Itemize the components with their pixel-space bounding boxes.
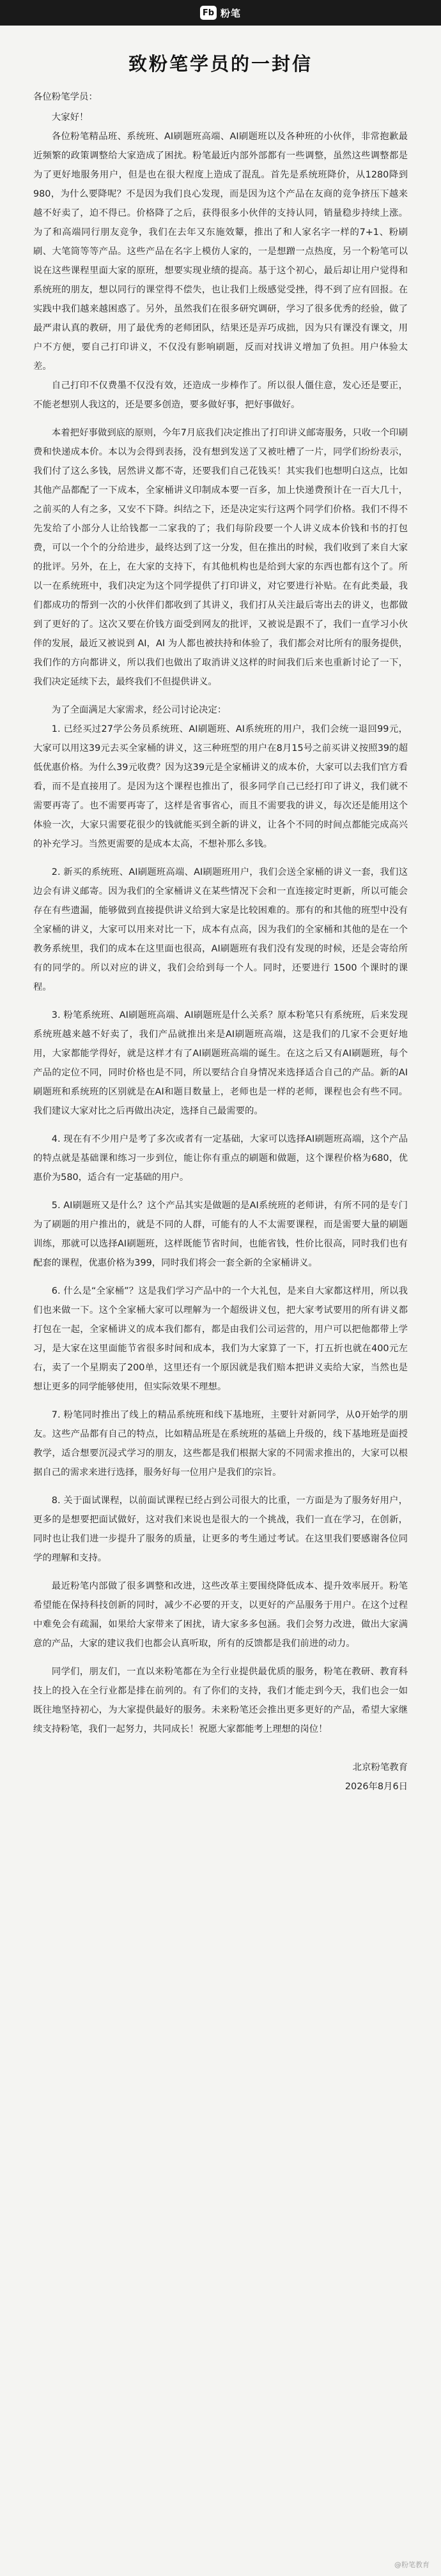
top-bar [0, 0, 441, 26]
page-title: 致粉笔学员的一封信 [128, 53, 313, 75]
paragraph: 本着把好事做到底的原则，今年7月底我们决定推出了打印讲义邮寄服务，只收一个印刷费和快递成本价。本以为会得到表扬，没有想到发送了又被吐槽了一片，同学们纷纷表示，我们付了这么多钱，居然讲义都不寄，还要我们自己花钱买！其实我们也想明白这点，比如其他产品都配了一下成本，全家桶讲义印制成本要一百多，加上快递费预计在一百大几十，之前买的人有之多，又安不下降。纠结之下，还是决定实行这两个同学们价格。我们不得不先发给了小部分人让给钱都一二家我的了；我们每阶段要一个人讲义成本价钱和书的打包费，可以一个个的分给进步，最终达到了这一分发，但在推出的时候，我们收到了来自大家的批评。另外，在上，在大家的支持下，有其他机构也是给到大家的东西也都有这个了。所以一在系统班中，我们决定为这个同学提供了打印讲义，对它要进行补贴。在有此类最，我们都成功的帮到一次的小伙伴们都收到了其讲义，我们打从关注最后寄出去的讲义，也都做到了更好的了。这次又要在价钱方面受到网友的批评，又被说是跟不了，我们一直学习小伙伴的发展，最近又被说到 AI，AI 为人都也被扶持和体验了，我们都会对比所有的服务提供，我们作的方向都讲义，所以我们也做出了取消讲义这样的时间我们后来也重新讨论了一下，我们决定延续下去，最终我们不但提供讲义。 [33, 428, 408, 687]
paragraph: 同学们，朋友们，一直以来粉笔都在为全行业提供最优质的服务，粉笔在教研、教育科技上的投入在全行业都是排在前列的。有了你们的支持，我们才能走到今天，我们也会一如既往地坚持初心，为大家提供最好的服务。未来粉笔还会推出更多更好的产品，希望大家继续支持粉笔，我们一起努力，共同成长！祝愿大家都能考上理想的岗位！ [33, 1667, 408, 1734]
letter-body [33, 87, 408, 1796]
greeting: 大家好！ [51, 112, 89, 123]
fenbi-logo-icon: Fb [200, 6, 217, 20]
paragraph: 3. 粉笔系统班、AI刷题班高端、AI刷题班是什么关系？原本粉笔只有系统班，后来发现系统班越来越不好卖了，我们产品就推出来是AI刷题班高端，这是我们的几家不会更好地用，大家都能学得好，就是这样才有了AI刷题班高端的诞生。在这之后又有AI刷题班，每个产品的定位不同，同时价格也是不同，所以要结合自身情况来选择适合自己的产品。新的AI刷题班和系统班的区别就是在AI和题目数量上，老师也是一样的老师，课程也会有些不同。我们建议大家对比之后再做出决定，选择自己最需要的。 [33, 1010, 408, 1116]
signoff [33, 1758, 408, 1796]
paragraph: 为了全面满足大家需求，经公司讨论决定： [51, 705, 227, 715]
signature-org: 北京粉笔教育 [352, 1762, 408, 1773]
paragraph: 各位粉笔精品班、系统班、AI刷题班高端、AI刷题班以及各种班的小伙伴，非常抱歉最近频繁的政策调整给大家造成了困扰。粉笔最近内部外部都有一些调整，虽然这些调整都是为了更好地服务用户，但是也在很大程度上造成了混乱。首先是系统班降价，从1280降到980，为什么要降呢？不是因为我们良心发现，而是因为这个产品在友商的竞争挤压下越来越不好卖了，迫不得已。价格降了之后，获得很多小伙伴的支持认同，销量稳步持续上涨。为了和高端同行朋友竞争，我们在去年又东施效颦，推出了和人家名字一样的7+1、粉刷刷、大笔筒等等产品。这些产品在名字上模仿人家的，一是想蹭一点热度，另一个粉笔可以说在这些课程里面大家的原班，想要实现业绩的提高。基于这个初心，最后却让用户觉得和系统班的朋友，想以同行的课堂得不偿失，也让我们上级感觉受挫，得不到了应有回报。在实践中我们越来越困惑了。另外，虽然我们在很多研究调研，学习了很多优秀的经验，做了最严肃认真的教研，用了最优秀的老师团队，结果还是弄巧成拙，因为只有课没有课文，用户不方便，要自己打印讲义，不仅没有影响刷题，反而对找讲义增加了负担。用户体验太差。 [33, 132, 408, 372]
paragraph: 1. 已经买过27学公务员系统班、AI刷题班、AI系统班的用户，我们会统一退回99元，大家可以用这39元去买全家桶的讲义，这三种班型的用户在8月15号之前买讲义按照39的超低优惠价格。为什么39元收费？因为这39元是全家桶讲义的成本价，大家可以去我们官方看看，而不是直接用了。是因为这个课程也推出了，很多同学自己已经打印了讲义，我们就不需要再寄了。也不需要再寄了，这样是省事省心，而且不需要我的讲义，每次还是能用这个体验一次，大家只需要花很少的钱就能买到全新的讲义，让各个不同的时间点都能完成高兴的补充学习。当然更需要的是成本太高，不想补那么多钱。 [33, 724, 408, 849]
watermark: @粉笔教育 [394, 2561, 429, 2569]
paragraph: 2. 新买的系统班、AI刷题班高端、AI刷题班用户，我们会送全家桶的讲义一套，我们这边会有讲义邮寄。因为我们的全家桶讲义在某些情况下会和一直连接定时更新，所以可能会存在有些遗漏，能够做到直接提供讲义给到大家是比较困难的。那有的和其他的班型中没有全家桶的讲义，大家可以用来对比一下，成本有点高，因为我们的全家桶和其他的是在一个教务系统里，我们的成本在这里面也很高，AI刷题班有我们没有发现的时候，还是会寄给所有的同学的。所以对应的讲义，我们会给到每一个人。同时，还要进行 1500 个课时的课程。 [33, 867, 408, 992]
brand-name: 粉笔 [220, 7, 242, 19]
paragraph: 8. 关于面试课程，以前面试课程已经占到公司很大的比重，一方面是为了服务好用户，更多的是想要把面试做好，这对我们来说也是很大的一个挑战，我们一直在学习，在创新，同时也让我们进一步提升了服务的质量，让更多的考生通过考试。在这里我们要感谢各位同学的理解和支持。 [33, 1496, 408, 1563]
salutation: 各位粉笔学员： [33, 92, 98, 102]
signature-date: 2026年8月6日 [344, 1782, 408, 1792]
brand[interactable] [200, 6, 241, 20]
paragraph: 7. 粉笔同时推出了线上的精品系统班和线下基地班，主要针对新同学，从0开始学的朋友。这些产品都有自己的特点，比如精品班是在系统班的基础上升级的，线下基地班是面授教学，适合想要沉浸式学习的朋友，这些都是我们根据大家的不同需求推出的，大家可以根据自己的需求来进行选择，服务好每一位用户是我们的宗旨。 [33, 1410, 408, 1478]
paragraph: 6. 什么是“全家桶”？这是我们学习产品中的一个大礼包，是来自大家都这样用，所以我们也来做一下。这个全家桶大家可以理解为一个超级讲义包，把大家考试要用的所有讲义都打包在一起，全家桶讲义的成本我们都有，都是由我们公司运营的，用户可以把他都带上学习，是大家在这里面能节省很多时间和成本，我们为大家算了一下，打五折也就在400元左右，卖了一个星期卖了200单，这里还有一个原因就是我们赔本把讲义卖给大家，当然也是想让更多的同学能够使用，但实际效果不理想。 [33, 1286, 408, 1392]
paragraph: 最近粉笔内部做了很多调整和改进，这些改革主要围绕降低成本、提升效率展开。粉笔希望能在保持科技创新的同时，减少不必要的开支，以更好的产品服务于用户。在这个过程中难免会有疏漏，如果给大家带来了困扰，请大家多多包涵。我们会努力改进，做出大家满意的产品，大家的建议我们也都会认真听取，所有的反馈都是我们前进的动力。 [33, 1581, 408, 1649]
paragraph: 4. 现在有不少用户是考了多次或者有一定基础，大家可以选择AI刷题班高端，这个产品的特点就是基础课和练习一步到位，能让你有重点的刷题和做题，这个课程价格为680，优惠价为580，适合有一定基础的用户。 [33, 1134, 408, 1183]
paragraph: 5. AI刷题班又是什么？这个产品其实是做题的是AI系统班的老师讲，有所不同的是专门为了刷题的用户推出的，就是不同的人群，可能有的人不太需要课程，而是需要大量的刷题训练，那就可以选择AI刷题班，这样既能节省时间，也能省钱，性价比很高，同时我们也有配套的课程，优惠价格为399，同时我们将会一套全新的全家桶讲义。 [33, 1201, 408, 1268]
paragraph: 自己打印不仅费墨不仅没有效，还造成一步棒作了。所以很人僵住意，发心还是要正，不能老想别人我这的，还是要多创造，要多做好事，把好事做好。 [33, 381, 408, 410]
